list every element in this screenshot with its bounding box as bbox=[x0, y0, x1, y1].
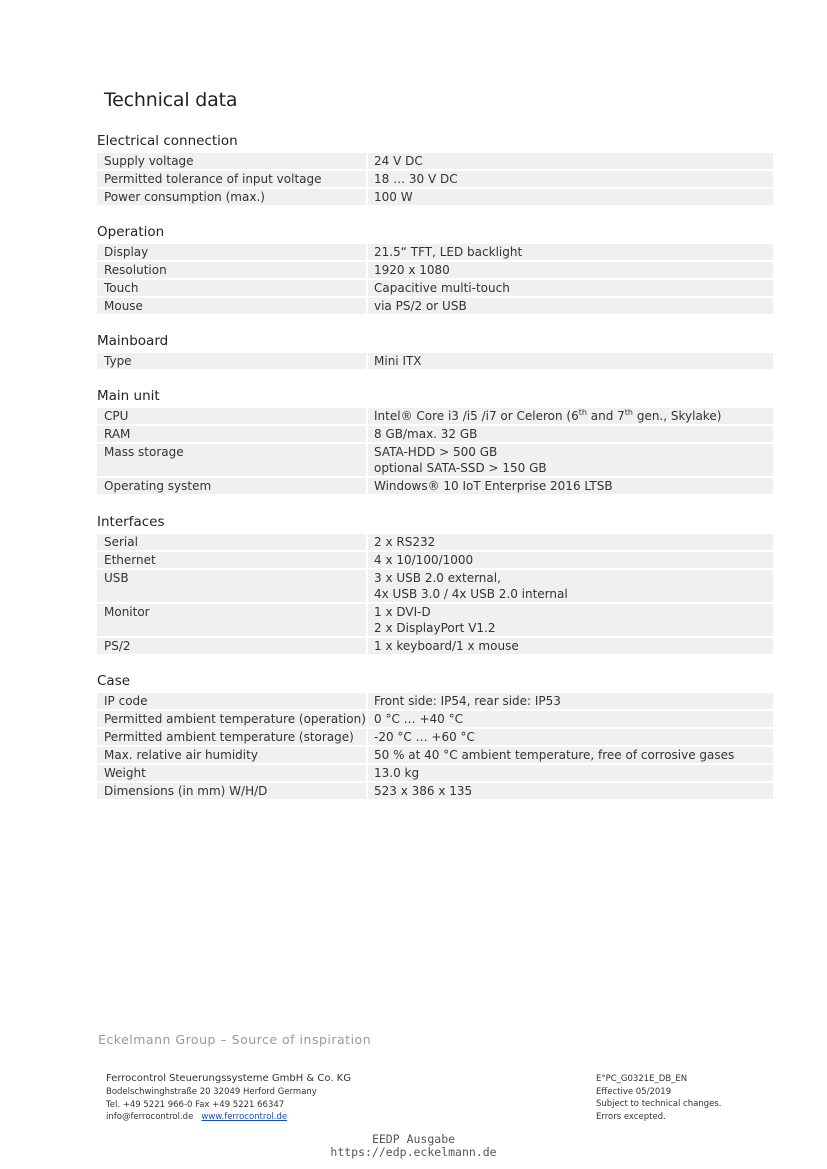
section-title: Interfaces bbox=[97, 514, 165, 530]
spec-value bbox=[366, 638, 773, 654]
spec-label: Serial bbox=[104, 535, 138, 549]
spec-row bbox=[97, 244, 773, 260]
company-name: Ferrocontrol Steuerungssysteme GmbH & Co. KG bbox=[106, 1073, 351, 1084]
spec-label: USB bbox=[104, 571, 129, 585]
spec-value-line: 13.0 kg bbox=[374, 766, 420, 780]
spec-row bbox=[97, 534, 773, 550]
spec-label: RAM bbox=[104, 427, 131, 441]
spec-value-line: 1920 x 1080 bbox=[374, 263, 450, 277]
spec-value-line: 4x USB 3.0 / 4x USB 2.0 internal bbox=[374, 587, 568, 601]
spec-row bbox=[97, 478, 773, 494]
spec-value-line: 2 x DisplayPort V1.2 bbox=[374, 621, 496, 635]
spec-value bbox=[366, 478, 773, 494]
spec-label: Type bbox=[104, 354, 132, 368]
spec-row bbox=[97, 153, 773, 169]
spec-label: Permitted ambient temperature (storage) bbox=[104, 730, 354, 744]
spec-value-line: 1 x DVI-D bbox=[374, 605, 431, 619]
spec-row bbox=[97, 262, 773, 278]
spec-value-line: 21.5“ TFT, LED backlight bbox=[374, 245, 523, 259]
section-title: Operation bbox=[97, 224, 165, 240]
spec-value-line: Mini ITX bbox=[374, 354, 422, 368]
spec-value-line: 50 % at 40 °C ambient temperature, free of corrosive gases bbox=[374, 748, 735, 762]
document-effective-date: Effective 05/2019 bbox=[596, 1086, 672, 1097]
spec-section bbox=[97, 672, 773, 799]
spec-value bbox=[366, 534, 773, 550]
spec-label: Touch bbox=[104, 281, 139, 295]
document-info bbox=[596, 1073, 721, 1123]
section-title: Electrical connection bbox=[97, 133, 238, 149]
watermark-line-2: https://edp.eckelmann.de bbox=[330, 1145, 497, 1159]
section-title: Mainboard bbox=[97, 333, 169, 349]
company-phone: Tel. +49 5221 966-0 Fax +49 5221 66347 bbox=[106, 1099, 285, 1110]
spec-row bbox=[97, 570, 773, 602]
spec-value bbox=[366, 408, 773, 424]
spec-row bbox=[97, 638, 773, 654]
spec-row bbox=[97, 171, 773, 187]
spec-value-line: Intel® Core i3 /i5 /i7 or Celeron (6th and 7th gen., Skylake) bbox=[374, 408, 722, 423]
spec-value-line: Front side: IP54, rear side: IP53 bbox=[374, 694, 561, 708]
spec-label: Max. relative air humidity bbox=[104, 748, 258, 762]
spec-value-line: 4 x 10/100/1000 bbox=[374, 553, 474, 567]
watermark bbox=[0, 1133, 827, 1159]
spec-section bbox=[97, 132, 773, 205]
spec-value bbox=[366, 298, 773, 314]
spec-value bbox=[366, 552, 773, 568]
spec-row bbox=[97, 729, 773, 745]
spec-row bbox=[97, 693, 773, 709]
spec-value-line: via PS/2 or USB bbox=[374, 299, 467, 313]
section-title: Main unit bbox=[97, 388, 160, 404]
spec-value bbox=[366, 353, 773, 369]
spec-label: Display bbox=[104, 245, 149, 259]
spec-section bbox=[97, 513, 773, 654]
spec-row bbox=[97, 552, 773, 568]
spec-label: Operating system bbox=[104, 479, 212, 493]
spec-value bbox=[366, 747, 773, 763]
spec-label: Power consumption (max.) bbox=[104, 190, 265, 204]
spec-value bbox=[366, 693, 773, 709]
spec-value bbox=[366, 444, 773, 476]
spec-label: Permitted ambient temperature (operation) bbox=[104, 712, 366, 726]
spec-value-line: Windows® 10 IoT Enterprise 2016 LTSB bbox=[374, 479, 613, 493]
spec-value-line: 2 x RS232 bbox=[374, 535, 436, 549]
spec-row bbox=[97, 426, 773, 442]
company-website-link[interactable]: www.ferrocontrol.de bbox=[201, 1112, 288, 1122]
spec-value bbox=[366, 244, 773, 260]
spec-row bbox=[97, 765, 773, 781]
spec-value-line: 18 … 30 V DC bbox=[374, 172, 458, 186]
spec-label: Weight bbox=[104, 766, 146, 780]
spec-section bbox=[97, 223, 773, 314]
spec-value bbox=[366, 783, 773, 799]
spec-value-line: 523 x 386 x 135 bbox=[374, 784, 473, 798]
spec-value-line: SATA-HDD > 500 GB bbox=[374, 445, 498, 459]
spec-row bbox=[97, 408, 773, 424]
company-contact bbox=[106, 1111, 351, 1124]
spec-row bbox=[97, 189, 773, 205]
spec-label: Permitted tolerance of input voltage bbox=[104, 172, 322, 186]
spec-label: Resolution bbox=[104, 263, 167, 277]
spec-label: Mouse bbox=[104, 299, 143, 313]
spec-label: IP code bbox=[104, 694, 148, 708]
spec-row bbox=[97, 280, 773, 296]
spec-label: PS/2 bbox=[104, 639, 131, 653]
spec-label: Mass storage bbox=[104, 445, 184, 459]
spec-label: Monitor bbox=[104, 605, 150, 619]
spec-value bbox=[366, 262, 773, 278]
tagline: Eckelmann Group – Source of inspiration bbox=[98, 1032, 372, 1047]
spec-value bbox=[366, 280, 773, 296]
company-info bbox=[106, 1072, 351, 1124]
spec-value bbox=[366, 711, 773, 727]
spec-value bbox=[366, 729, 773, 745]
spec-row bbox=[97, 604, 773, 636]
spec-value bbox=[366, 153, 773, 169]
spec-value-line: 100 W bbox=[374, 190, 413, 204]
spec-label: CPU bbox=[104, 409, 129, 423]
company-address: Bodelschwinghstraße 20 32049 Herford Germany bbox=[106, 1087, 317, 1097]
document-id: E°PC_G0321E_DB_EN bbox=[596, 1074, 688, 1084]
spec-value-line: 3 x USB 2.0 external, bbox=[374, 571, 501, 585]
spec-value bbox=[366, 171, 773, 187]
spec-value-line: 0 °C … +40 °C bbox=[374, 712, 463, 726]
spec-value-line: Capacitive multi-touch bbox=[374, 281, 510, 295]
company-email: info@ferrocontrol.de bbox=[106, 1112, 194, 1122]
spec-row bbox=[97, 444, 773, 476]
spec-value-line: 24 V DC bbox=[374, 154, 423, 168]
spec-row bbox=[97, 353, 773, 369]
spec-value bbox=[366, 765, 773, 781]
spec-value-line: 8 GB/max. 32 GB bbox=[374, 427, 478, 441]
spec-value bbox=[366, 570, 773, 602]
page-title: Technical data bbox=[104, 89, 238, 111]
spec-section bbox=[97, 332, 773, 369]
spec-row bbox=[97, 711, 773, 727]
spec-row bbox=[97, 298, 773, 314]
document-note-errors: Errors excepted. bbox=[596, 1111, 666, 1122]
spec-value-line: optional SATA-SSD > 150 GB bbox=[374, 461, 547, 475]
spec-label: Supply voltage bbox=[104, 154, 194, 168]
watermark-line-1: EEDP Ausgabe bbox=[371, 1132, 456, 1146]
section-title: Case bbox=[97, 673, 131, 689]
spec-value bbox=[366, 426, 773, 442]
spec-value-line: -20 °C … +60 °C bbox=[374, 730, 475, 744]
spec-row bbox=[97, 747, 773, 763]
spec-section bbox=[97, 387, 773, 494]
spec-value bbox=[366, 604, 773, 636]
spec-label: Dimensions (in mm) W/H/D bbox=[104, 784, 268, 798]
spec-label: Ethernet bbox=[104, 553, 156, 567]
spec-value bbox=[366, 189, 773, 205]
document-note-changes: Subject to technical changes. bbox=[596, 1099, 722, 1109]
spec-value-line: 1 x keyboard/1 x mouse bbox=[374, 639, 519, 653]
spec-row bbox=[97, 783, 773, 799]
